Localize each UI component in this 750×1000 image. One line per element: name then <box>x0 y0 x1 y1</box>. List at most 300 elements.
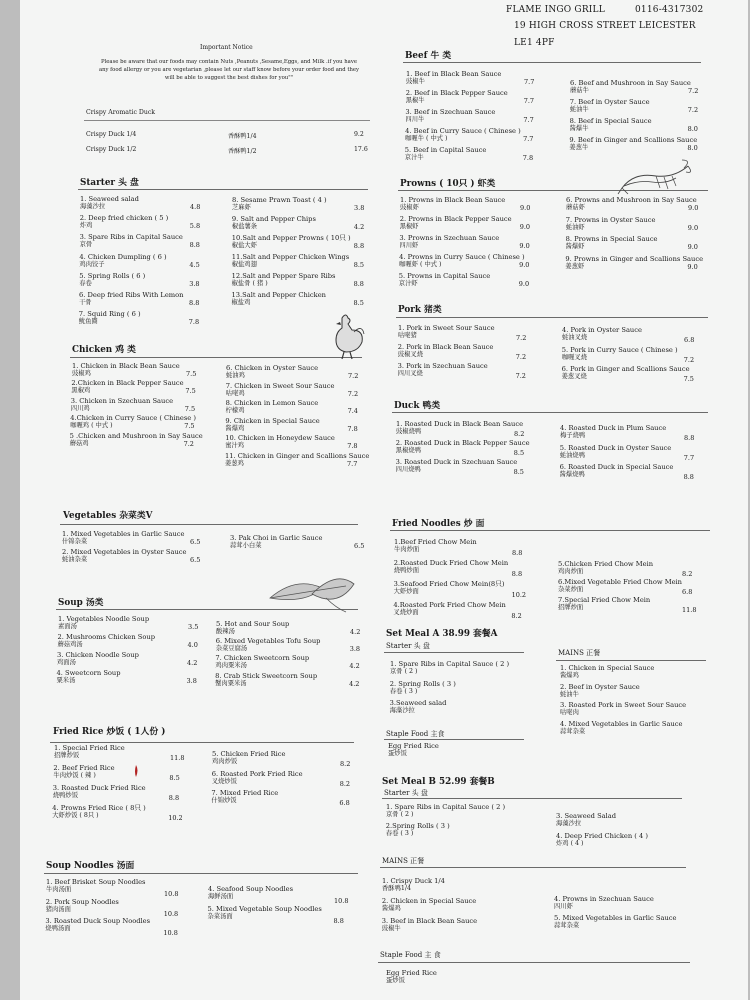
item-name: 2.Chicken in Black Pepper Sauce <box>71 379 184 388</box>
menu-item <box>396 458 518 474</box>
item-chinese-name: 梅子烧鸭 <box>560 432 586 439</box>
item-name: 12.Salt and Pepper Spare Ribs <box>231 272 336 280</box>
item-price: 4.5 <box>189 260 200 269</box>
item-name: 1. Spare Ribs in Capital Sauce ( 2 ) <box>390 660 510 668</box>
item-price: 8.8 <box>511 570 523 578</box>
menu-item <box>52 804 146 820</box>
item-price: 9.2 <box>354 131 364 138</box>
chicken-heading: Chicken 鸡 类 <box>72 345 136 355</box>
item-name: 2. Mushrooms Chicken Soup <box>57 633 155 641</box>
set-meal-b-heading: Set Meal B 52.99 套餐B <box>382 777 495 787</box>
menu-item <box>570 117 652 133</box>
crispy-duck-title: Crispy Aromatic Duck <box>86 109 156 116</box>
item-price: 9.0 <box>687 223 699 232</box>
item-chinese-name: 海藻沙拉 <box>389 707 415 714</box>
item-name: 1. Crispy Duck 1/4 <box>382 877 445 885</box>
item-chinese-name: 酱爆鸡 <box>381 905 401 912</box>
item-chinese-name: 咖喱鸡 ( 中式 ) <box>70 422 113 430</box>
item-chinese-name: 酱爆牛 <box>569 125 589 132</box>
item-chinese-name: 椒盐鸡翅 <box>231 261 257 268</box>
menu-item <box>560 664 654 680</box>
item-chinese-name: 春卷 ( 3 ) <box>389 687 418 695</box>
item-chinese-name: 京骨 ( 2 ) <box>386 811 414 818</box>
starter-heading: Starter 头 盘 <box>80 178 139 188</box>
item-price: 7.4 <box>347 407 358 416</box>
item-name: 3. Chicken Noodle Soup <box>57 651 139 659</box>
item-name: 8. Sesame Prawn Toast ( 4 ) <box>232 196 327 204</box>
item-price: 7.7 <box>347 460 358 468</box>
item-chinese-name: 姜葱叉烧 <box>561 373 587 380</box>
item-price: 8.2 <box>514 430 525 438</box>
item-chinese-name: 黑椒牛 <box>405 97 425 104</box>
set-a-mains-rule <box>556 660 706 661</box>
item-price: 3.8 <box>186 677 197 685</box>
item-name: 5. Mixed Vegetables in Garlic Sauce <box>554 913 677 922</box>
set-b-staple-rule <box>378 962 690 963</box>
item-name: 1. Seaweed salad <box>80 195 139 203</box>
item-name: 3. Spare Ribs in Capital Sauce <box>79 233 183 242</box>
item-name: 10.Salt and Pepper Prowns ( 10只 ) <box>231 234 351 242</box>
notice-title: Important Notice <box>200 44 253 51</box>
menu-item <box>232 291 326 307</box>
notice-text: Please be aware that our foods may contain Nuts ,Peanuts ,Sesame,Eggs, and Milk .if you have any food allergy or you are vegetarian ,please let our staff know before your order food and they will be able to suggest the best dishes for you"" <box>98 59 360 81</box>
item-name: 9. Chicken in Special Sauce <box>225 416 320 425</box>
item-price: 4.8 <box>190 203 201 211</box>
menu-item <box>570 98 650 114</box>
menu-item <box>212 770 303 786</box>
menu-item <box>562 365 690 381</box>
menu-item <box>382 877 445 893</box>
item-price: 10.8 <box>163 929 178 937</box>
item-chinese-name: 黑椒虾 <box>399 223 419 230</box>
menu-item <box>232 272 336 288</box>
menu-item <box>232 253 350 269</box>
pork-heading: Pork 猪类 <box>398 305 442 315</box>
item-name: 4. Chicken Dumpling ( 6 ) <box>79 252 167 261</box>
item-name: 2. Deep fried chicken ( 5 ) <box>79 214 169 223</box>
item-price: 10.2 <box>511 591 527 599</box>
item-name: 5. Spring Rolls ( 6 ) <box>79 271 146 280</box>
item-price: 11.8 <box>682 606 697 614</box>
item-chinese-name: 豉椒鸡 <box>72 370 91 377</box>
menu-item <box>405 108 495 124</box>
rooster-illustration <box>328 312 366 360</box>
item-chinese-name: 春卷 ( 3 ) <box>385 830 414 837</box>
item-price: 10.2 <box>168 814 183 822</box>
menu-item <box>58 615 149 631</box>
item-name: 13.Salt and Pepper Chicken <box>231 291 326 299</box>
item-price: 8.0 <box>687 125 698 133</box>
crispy-rule <box>84 120 370 121</box>
item-name: 1. Special Fried Rice <box>54 744 125 752</box>
menu-item <box>46 878 145 894</box>
item-name: 5 .Chicken and Mushroon in Say Sauce <box>69 431 203 440</box>
item-name: 3.Seaweed salad <box>389 699 447 707</box>
menu-item <box>562 326 642 342</box>
menu-item <box>45 917 150 933</box>
item-price: 7.5 <box>683 375 694 383</box>
menu-item <box>215 672 317 688</box>
item-price: 11.8 <box>170 754 185 762</box>
item-name: 7. Squid Ring ( 6 ) <box>78 310 141 319</box>
item-chinese-name: 四川烧鸭 <box>395 466 421 473</box>
item-name: 1. Roasted Duck in Black Bean Sauce <box>396 420 524 428</box>
item-chinese-name: 香酥鸭1/4 <box>228 133 257 140</box>
pork-rule <box>396 317 708 318</box>
item-chinese-name: 豉椒叉烧 <box>397 351 423 358</box>
item-name: 1. Vegetables Noodle Soup <box>58 615 150 623</box>
menu-item <box>405 146 487 162</box>
item-name: 3. Roasted Duck Fried Rice <box>52 784 146 792</box>
menu-item <box>225 417 319 433</box>
item-price: 8.2 <box>339 779 351 788</box>
item-chinese-name: 咕咾肉 <box>560 709 579 716</box>
set-a-staple-rule <box>384 739 524 740</box>
menu-item <box>560 701 686 717</box>
menu-item <box>208 885 293 901</box>
item-price: 10.8 <box>334 897 349 905</box>
item-price: 4.2 <box>353 223 365 231</box>
menu-item <box>79 253 166 269</box>
item-name: 5. Beef in Capital Sauce <box>404 146 487 154</box>
item-price: 7.2 <box>515 372 526 380</box>
item-chinese-name: 蒜茸小白菜 <box>230 542 262 549</box>
chicken-rule <box>70 357 362 358</box>
item-name: 3. Beef in Szechuan Sauce <box>405 108 496 116</box>
item-chinese-name: 蚝油虾 <box>565 223 585 231</box>
item-name: 3. Roasted Duck in Szechuan Sauce <box>395 458 518 466</box>
item-price: 8.8 <box>353 280 364 288</box>
item-name: 10. Chicken in Honeydew Sauce <box>225 434 335 443</box>
menu-item <box>386 822 450 838</box>
item-name: 1. Beef Brisket Soup Noodles <box>46 878 146 886</box>
item-price: 8.8 <box>168 794 180 802</box>
set-b-rule <box>382 798 682 799</box>
item-price: 6.8 <box>682 588 693 596</box>
item-chinese-name: 咖喱虾 ( 中式 ) <box>399 261 442 268</box>
duck-heading: Duck 鸭类 <box>394 401 441 411</box>
item-price: 7.8 <box>188 318 200 327</box>
item-name: 3. Roasted Pork in Sweet Sour Sauce <box>560 701 687 709</box>
item-name: 2. Beef Fried Rice <box>53 764 115 772</box>
set-a-starter-label: Starter 头 盘 <box>386 642 430 650</box>
item-price: 7.7 <box>523 97 535 105</box>
item-chinese-name: 椒盐骨 ( 猪 ) <box>231 280 268 287</box>
menu-item <box>80 195 139 211</box>
item-chinese-name: 豉椒牛 <box>406 78 425 85</box>
item-name: 6. Roasted Duck in Special Sauce <box>559 463 674 471</box>
item-chinese-name: 粟米汤 <box>56 677 76 684</box>
menu-item <box>211 789 278 805</box>
item-name: 1. Spare Ribs in Capital Sauce ( 2 ) <box>386 803 506 811</box>
menu-item <box>79 272 145 288</box>
item-name: 6. Chicken in Oyster Sauce <box>226 364 319 372</box>
item-price: 9.0 <box>688 204 699 212</box>
menu-item <box>216 637 321 653</box>
item-price: 6.5 <box>190 556 201 564</box>
item-price: 8.5 <box>513 449 525 457</box>
set-a-staple-item: Egg Fried Rice 蛋炒饭 <box>388 742 439 757</box>
item-name: 6. Prowns and Mushroon in Say Sauce <box>566 196 697 204</box>
item-price: 7.2 <box>687 106 699 114</box>
item-chinese-name: 京汁牛 <box>404 154 424 161</box>
menu-item <box>57 669 121 685</box>
item-name: 7. Chicken in Sweet Sour Sauce <box>225 381 335 390</box>
fried-noodles-rule <box>390 530 710 531</box>
menu-item <box>558 578 682 594</box>
menu-item <box>232 234 351 250</box>
item-chinese-name: 蚝油杂菜 <box>62 556 88 563</box>
item-chinese-name: 牛肉汤面 <box>46 886 72 893</box>
item-chinese-name: 京骨 <box>79 241 93 249</box>
set-b-starter-label: Starter 头 盘 <box>384 789 428 797</box>
item-price: 7.5 <box>185 387 196 396</box>
item-price: 9.0 <box>519 261 530 269</box>
menu-item <box>232 196 327 212</box>
menu-item <box>570 79 691 95</box>
item-price: 10.8 <box>163 909 179 918</box>
item-price: 7.8 <box>347 424 358 433</box>
item-name: 7. Chicken Sweetcorn Soup <box>215 654 310 663</box>
menu-item <box>54 744 125 760</box>
menu-item <box>382 897 476 913</box>
item-price: 7.8 <box>522 154 534 162</box>
item-chinese-name: 大虾炒饭 ( 8只 ) <box>52 812 99 819</box>
menu-item <box>554 895 654 911</box>
menu-item <box>565 255 703 271</box>
vegetables-heading: Vegetables 杂菜类V <box>63 511 153 521</box>
item-price: 8.0 <box>687 144 698 152</box>
menu-item <box>560 444 671 460</box>
item-chinese-name: 酸辣汤 <box>216 628 235 635</box>
item-chinese-name: 蚝油烧鸭 <box>559 451 585 459</box>
menu-item <box>566 216 656 232</box>
item-chinese-name: 蟹肉粟米汤 <box>215 679 247 687</box>
item-price: 4.0 <box>187 641 198 649</box>
item-price: 8.8 <box>353 242 365 250</box>
menu-item <box>556 832 648 848</box>
menu-item <box>396 420 523 436</box>
restaurant-postcode: LE1 4PF <box>514 38 555 48</box>
item-chinese-name: 春卷 <box>79 279 92 287</box>
item-chinese-name: 四川叉烧 <box>397 370 423 377</box>
item-chinese-name: 香酥鸭1/4 <box>382 885 412 892</box>
item-chinese-name: 鸡肉炒饭 <box>212 758 238 765</box>
item-price: 7.2 <box>516 334 527 342</box>
fried-rice-rule <box>50 742 354 743</box>
beef-rule <box>403 62 701 63</box>
item-price: 3.8 <box>349 645 361 654</box>
menu-item <box>398 343 494 359</box>
item-price: 6.5 <box>190 538 201 546</box>
item-name: 2. Roasted Duck in Black Pepper Sauce <box>395 439 530 447</box>
item-chinese-name: 海藻沙拉 <box>80 203 106 210</box>
menu-item <box>554 914 676 930</box>
item-price: 8.5 <box>353 299 364 307</box>
item-name: 2. Prowns in Black Pepper Sauce <box>399 215 512 223</box>
item-chinese-name: 京骨 ( 2 ) <box>390 668 418 675</box>
soup-heading: Soup 汤类 <box>58 598 104 608</box>
item-price: 8.8 <box>683 473 694 481</box>
item-name: 4. Prowns in Curry Sauce ( Chinese ) <box>399 253 525 261</box>
item-price: 8.8 <box>333 916 344 925</box>
item-name: 2. Beef in Black Pepper Sauce <box>405 89 508 97</box>
item-name: 4. Prowns in Szechuan Sauce <box>554 895 654 903</box>
item-price: 7.2 <box>348 372 359 380</box>
menu-item <box>560 683 640 699</box>
menu-item <box>390 680 456 696</box>
item-chinese-name: 牛肉炒面 <box>394 546 420 553</box>
item-name: 6. Mixed Vegetables Tofu Soup <box>215 637 321 646</box>
fried-noodles-heading: Fried Noodles 炒 面 <box>392 519 485 529</box>
menu-item <box>226 382 335 398</box>
item-name: 4. Sweetcorn Soup <box>56 669 121 677</box>
item-chinese-name: 干骨 <box>79 299 92 306</box>
item-chinese-name: 酱爆虾 <box>565 243 585 250</box>
item-name: 5. Chicken Fried Rice <box>212 750 286 758</box>
item-name: 2. Spring Rolls ( 3 ) <box>389 679 456 688</box>
menu-item <box>394 538 477 554</box>
item-chinese-name: 蒜茸杂菜 <box>560 727 586 735</box>
item-chinese-name: 椒盐鸡 <box>231 299 251 306</box>
item-chinese-name: 烧鸭汤面 <box>45 925 71 932</box>
item-chinese-name: 炸鸡 <box>79 222 93 230</box>
leaf-illustration <box>266 568 358 614</box>
item-chinese-name: 酱爆鸡 <box>560 672 579 679</box>
item-name: 1. Chicken in Special Sauce <box>560 664 655 672</box>
menu-item <box>556 812 616 828</box>
item-price: 7.2 <box>683 355 695 364</box>
item-price: 7.8 <box>347 442 358 451</box>
item-name: 7. Prowns in Oyster Sauce <box>565 215 656 224</box>
soup-noodles-rule <box>44 873 358 874</box>
item-name: 6. Deep fried Ribs With Lemon <box>79 291 184 299</box>
menu-item <box>569 136 697 152</box>
menu-item <box>80 233 183 249</box>
beef-heading: Beef 牛 类 <box>405 51 452 61</box>
set-a-staple-label: Staple Food 主食 <box>386 730 445 738</box>
item-name: 8. Chicken in Lemon Sauce <box>225 399 319 408</box>
menu-item <box>406 89 508 105</box>
item-price: 8.5 <box>513 468 524 476</box>
item-chinese-name: 咕咾鸡 <box>225 389 245 397</box>
menu-item <box>566 196 697 212</box>
item-name: 6. Pork in Ginger and Scallions Sauce <box>561 365 690 373</box>
item-chinese-name: 酱爆烧鸭 <box>559 471 585 478</box>
item-price: 7.2 <box>183 439 194 448</box>
item-price: 8.2 <box>682 570 693 578</box>
item-chinese-name: 黑椒鸡 <box>71 387 91 395</box>
item-chinese-name: 海藻沙拉 <box>556 820 582 827</box>
item-chinese-name: 四川牛 <box>405 116 425 123</box>
item-chinese-name: 叉烧炒饭 <box>211 777 237 785</box>
item-name: 9. Salt and Pepper Chips <box>231 215 316 223</box>
menu-item <box>62 548 186 564</box>
item-chinese-name: 豉椒虾 <box>400 204 419 211</box>
item-price: 7.2 <box>515 353 527 361</box>
item-name: 4. Deep Fried Chicken ( 4 ) <box>556 831 649 840</box>
item-price: 3.5 <box>188 623 199 631</box>
set-b-staple-label: Staple Food 主 食 <box>380 951 441 959</box>
item-name: 9. Beef in Ginger and Scallions Sauce <box>569 136 698 144</box>
menu-item <box>562 346 678 362</box>
item-name: 5. Prowns in Capital Sauce <box>398 272 491 280</box>
menu-item <box>560 463 674 479</box>
item-chinese-name: 蜜汁鸡 <box>225 442 245 450</box>
item-chinese-name: 招牌炒饭 <box>54 752 80 759</box>
item-chinese-name: 豉椒牛 <box>381 925 401 932</box>
item-name: 4. Beef in Curry Sauce ( Chinese ) <box>405 127 521 135</box>
menu-item <box>560 720 682 736</box>
item-name: 5. Mixed Vegetable Soup Noodles <box>207 904 322 913</box>
item-name: 3.Seafood Fried Chow Mein(8只) <box>393 580 505 588</box>
item-chinese-name: 猪肉汤面 <box>45 905 71 913</box>
item-price: 8.8 <box>189 241 200 250</box>
menu-item <box>58 633 156 649</box>
menu-item <box>208 905 322 921</box>
item-price: 4.2 <box>350 628 361 636</box>
item-chinese-name: 烧鸭炒饭 <box>52 792 78 799</box>
item-name: 11.Salt and Pepper Chicken Wings <box>231 253 350 261</box>
menu-item <box>71 397 173 413</box>
item-chinese-name: 京汁虾 <box>398 280 418 287</box>
menu-item <box>72 362 180 378</box>
menu-item <box>396 439 530 455</box>
item-name: 1. Mixed Vegetables in Garlic Sauce <box>62 530 185 538</box>
item-chinese-name: 四川虾 <box>399 242 419 249</box>
item-name: 3. Pak Choi in Garlic Sauce <box>230 534 323 542</box>
item-chinese-name: 椒盐大虾 <box>231 242 257 249</box>
item-chinese-name: 豉椒烧鸭 <box>396 428 422 435</box>
item-chinese-name: 大虾炒面 <box>393 588 419 595</box>
item-name: 2. Chicken in Special Sauce <box>381 897 477 905</box>
item-chinese-name: 蘑菇鸡 <box>69 439 89 447</box>
lobster-illustration <box>616 158 694 198</box>
menu-item <box>393 601 505 617</box>
item-chinese-name: 姜葱虾 <box>565 262 585 270</box>
item-name: 4. Pork in Oyster Sauce <box>562 326 642 334</box>
item-chinese-name: 杂菜豆腐汤 <box>215 645 248 653</box>
menu-item <box>80 214 168 230</box>
item-chinese-name: 四川虾 <box>554 903 573 910</box>
menu-item <box>212 750 285 766</box>
item-price: 7.5 <box>184 422 195 431</box>
item-price: 3.8 <box>189 279 200 288</box>
item-chinese-name: 叉烧炒面 <box>393 609 419 616</box>
item-price: 9.0 <box>687 243 698 251</box>
item-name: 2.Roasted Duck Fried Chow Mein <box>393 559 509 567</box>
item-name: 6. Beef and Mushroon in Say Sauce <box>570 79 691 87</box>
item-name: 7. Beef in Oyster Sauce <box>569 98 650 106</box>
item-price: 6.8 <box>339 799 350 807</box>
item-price: 5.8 <box>189 222 201 231</box>
item-name: 2. Pork Soup Noodles <box>45 897 119 906</box>
item-name: 1. Beef in Black Bean Sauce <box>406 70 502 78</box>
menu-item <box>398 324 495 340</box>
item-name: 3. Roasted Duck Soup Noodles <box>45 917 151 925</box>
duck-rule <box>392 412 708 413</box>
item-price: 8.8 <box>189 299 200 307</box>
item-price: 8.5 <box>169 774 180 782</box>
item-price: 9.0 <box>520 204 531 212</box>
item-price: 8.8 <box>512 549 523 557</box>
item-name: 5. Hot and Sour Soup <box>216 620 290 628</box>
menu-item <box>406 70 501 86</box>
menu-item <box>400 196 505 212</box>
item-name: 9. Prowns in Ginger and Scallions Sauce <box>565 254 704 263</box>
item-name: 5. Roasted Duck in Oyster Sauce <box>559 443 672 452</box>
item-chinese-name: 姜葱牛 <box>569 144 589 151</box>
